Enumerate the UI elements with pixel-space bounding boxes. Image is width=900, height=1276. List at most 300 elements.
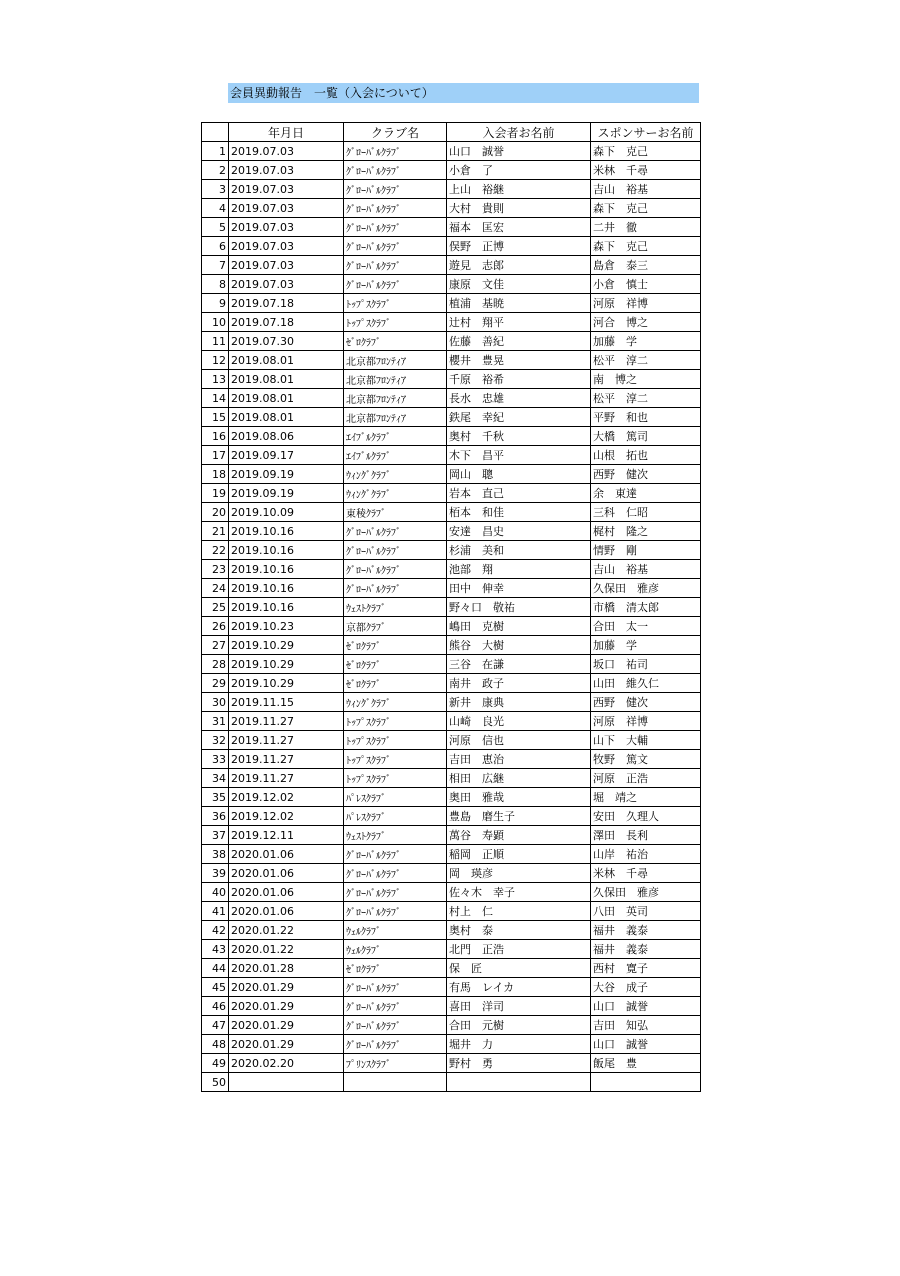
club-cell: ﾄｯﾌﾟｽｸﾗﾌﾞ (344, 731, 447, 750)
member-name-cell: 池部 翔 (447, 560, 591, 579)
table-row (202, 503, 701, 522)
sponsor-name-cell: 吉山 裕基 (591, 180, 701, 199)
table-row (202, 864, 701, 883)
member-name-cell (447, 1073, 591, 1092)
row-number-cell: 29 (202, 674, 229, 693)
sponsor-name-cell: 西村 寛子 (591, 959, 701, 978)
club-cell: ｸﾞﾛｰﾊﾞﾙｸﾗﾌﾞ (344, 560, 447, 579)
table-row (202, 1016, 701, 1035)
member-name-cell: 河原 信也 (447, 731, 591, 750)
table-row (202, 997, 701, 1016)
club-cell: 北京都ﾌﾛﾝﾃｨｱ (344, 408, 447, 427)
club-cell: ｸﾞﾛｰﾊﾞﾙｸﾗﾌﾞ (344, 275, 447, 294)
sponsor-name-cell: 山下 大輔 (591, 731, 701, 750)
sponsor-name-cell: 大橋 篤司 (591, 427, 701, 446)
date-cell: 2019.09.19 (229, 484, 344, 503)
sponsor-name-cell: 澤田 長利 (591, 826, 701, 845)
date-cell: 2020.01.29 (229, 1016, 344, 1035)
table-row (202, 408, 701, 427)
sponsor-name-cell: 森下 克己 (591, 237, 701, 256)
member-name-cell: 奥村 泰 (447, 921, 591, 940)
date-cell: 2019.11.15 (229, 693, 344, 712)
date-cell: 2019.12.02 (229, 788, 344, 807)
row-number-cell: 34 (202, 769, 229, 788)
club-cell: ｳｪﾙｸﾗﾌﾞ (344, 940, 447, 959)
member-name-cell: 遊見 志郎 (447, 256, 591, 275)
club-cell: ｸﾞﾛｰﾊﾞﾙｸﾗﾌﾞ (344, 883, 447, 902)
date-cell: 2019.07.18 (229, 313, 344, 332)
row-number-cell: 16 (202, 427, 229, 446)
date-cell: 2019.07.03 (229, 256, 344, 275)
row-number-cell: 4 (202, 199, 229, 218)
sponsor-name-cell: 西野 健次 (591, 693, 701, 712)
table-row (202, 712, 701, 731)
sponsor-name-cell: 山田 維久仁 (591, 674, 701, 693)
date-cell: 2019.08.06 (229, 427, 344, 446)
member-name-cell: 佐々木 幸子 (447, 883, 591, 902)
table-row (202, 731, 701, 750)
sponsor-name-cell: 加藤 学 (591, 636, 701, 655)
table-row (202, 1054, 701, 1073)
date-cell: 2020.01.28 (229, 959, 344, 978)
club-cell: ｸﾞﾛｰﾊﾞﾙｸﾗﾌﾞ (344, 218, 447, 237)
table-row (202, 161, 701, 180)
row-number-cell: 5 (202, 218, 229, 237)
row-number-cell: 32 (202, 731, 229, 750)
sponsor-name-cell: 安田 久理人 (591, 807, 701, 826)
club-cell: ｳｪｽﾄｸﾗﾌﾞ (344, 826, 447, 845)
member-name-cell: 奥田 雅哉 (447, 788, 591, 807)
row-number-cell: 38 (202, 845, 229, 864)
header-club: クラブ名 (344, 123, 447, 142)
sponsor-name-cell: 福井 義泰 (591, 921, 701, 940)
table-row (202, 484, 701, 503)
club-cell: ﾄｯﾌﾟｽｸﾗﾌﾞ (344, 769, 447, 788)
table-row (202, 541, 701, 560)
row-number-cell: 36 (202, 807, 229, 826)
member-name-cell: 安達 昌史 (447, 522, 591, 541)
club-cell: ﾊﾟﾚｽｸﾗﾌﾞ (344, 788, 447, 807)
club-cell (344, 1073, 447, 1092)
date-cell: 2020.01.06 (229, 883, 344, 902)
club-cell: ﾌﾟﾘﾝｽｸﾗﾌﾞ (344, 1054, 447, 1073)
table-row (202, 636, 701, 655)
row-number-cell: 50 (202, 1073, 229, 1092)
header-date: 年月日 (229, 123, 344, 142)
club-cell: ｸﾞﾛｰﾊﾞﾙｸﾗﾌﾞ (344, 579, 447, 598)
sponsor-name-cell: 三科 仁昭 (591, 503, 701, 522)
date-cell: 2019.07.03 (229, 161, 344, 180)
date-cell: 2019.09.19 (229, 465, 344, 484)
member-name-cell: 植浦 基暁 (447, 294, 591, 313)
club-cell: ﾄｯﾌﾟｽｸﾗﾌﾞ (344, 712, 447, 731)
date-cell: 2019.08.01 (229, 389, 344, 408)
club-cell: ｸﾞﾛｰﾊﾞﾙｸﾗﾌﾞ (344, 180, 447, 199)
sponsor-name-cell: 森下 克己 (591, 199, 701, 218)
club-cell: ｾﾞﾛｸﾗﾌﾞ (344, 332, 447, 351)
club-cell: ｾﾞﾛｸﾗﾌﾞ (344, 674, 447, 693)
table-row (202, 313, 701, 332)
club-cell: ｳｨﾝｸﾞｸﾗﾌﾞ (344, 693, 447, 712)
date-cell: 2019.10.16 (229, 522, 344, 541)
sponsor-name-cell: 米林 千尋 (591, 864, 701, 883)
club-cell: ｳｨﾝｸﾞｸﾗﾌﾞ (344, 465, 447, 484)
sponsor-name-cell: 西野 健次 (591, 465, 701, 484)
sponsor-name-cell: 久保田 雅彦 (591, 579, 701, 598)
row-number-cell: 46 (202, 997, 229, 1016)
club-cell: ｸﾞﾛｰﾊﾞﾙｸﾗﾌﾞ (344, 199, 447, 218)
sponsor-name-cell: 森下 克己 (591, 142, 701, 161)
date-cell: 2020.02.20 (229, 1054, 344, 1073)
row-number-cell: 49 (202, 1054, 229, 1073)
date-cell: 2019.11.27 (229, 750, 344, 769)
table-row (202, 180, 701, 199)
date-cell: 2020.01.06 (229, 902, 344, 921)
row-number-cell: 21 (202, 522, 229, 541)
table-row (202, 674, 701, 693)
sponsor-name-cell: 河原 祥博 (591, 294, 701, 313)
row-number-cell: 18 (202, 465, 229, 484)
sponsor-name-cell: 米林 千尋 (591, 161, 701, 180)
date-cell: 2019.07.03 (229, 199, 344, 218)
club-cell: ｸﾞﾛｰﾊﾞﾙｸﾗﾌﾞ (344, 902, 447, 921)
row-number-cell: 41 (202, 902, 229, 921)
date-cell: 2020.01.29 (229, 978, 344, 997)
member-name-cell: 合田 元樹 (447, 1016, 591, 1035)
member-name-cell: 長水 忠雄 (447, 389, 591, 408)
club-cell: ｸﾞﾛｰﾊﾞﾙｸﾗﾌﾞ (344, 1035, 447, 1054)
member-name-cell: 上山 裕継 (447, 180, 591, 199)
sponsor-name-cell: 二井 徹 (591, 218, 701, 237)
member-name-cell: 康原 文佳 (447, 275, 591, 294)
date-cell: 2019.10.16 (229, 598, 344, 617)
club-cell: ｴｲﾌﾞﾙｸﾗﾌﾞ (344, 427, 447, 446)
member-name-cell: 野村 勇 (447, 1054, 591, 1073)
row-number-cell: 12 (202, 351, 229, 370)
date-cell: 2019.07.03 (229, 237, 344, 256)
member-name-cell: 大村 貴則 (447, 199, 591, 218)
row-number-cell: 33 (202, 750, 229, 769)
table-row (202, 921, 701, 940)
member-name-cell: 岩本 直己 (447, 484, 591, 503)
member-name-cell: 木下 昌平 (447, 446, 591, 465)
sponsor-name-cell: 八田 英司 (591, 902, 701, 921)
row-number-cell: 31 (202, 712, 229, 731)
table-row (202, 750, 701, 769)
table-row (202, 446, 701, 465)
row-number-cell: 25 (202, 598, 229, 617)
member-name-cell: 栢本 和佳 (447, 503, 591, 522)
table-row (202, 845, 701, 864)
row-number-cell: 23 (202, 560, 229, 579)
row-number-cell: 48 (202, 1035, 229, 1054)
club-cell: ｸﾞﾛｰﾊﾞﾙｸﾗﾌﾞ (344, 522, 447, 541)
table-row (202, 427, 701, 446)
sponsor-name-cell: 吉山 裕基 (591, 560, 701, 579)
row-number-cell: 13 (202, 370, 229, 389)
club-cell: 北京都ﾌﾛﾝﾃｨｱ (344, 351, 447, 370)
member-name-cell: 辻村 翔平 (447, 313, 591, 332)
table-row (202, 655, 701, 674)
date-cell: 2019.10.29 (229, 655, 344, 674)
header-number (202, 123, 229, 142)
table-row (202, 218, 701, 237)
member-name-cell: 嶋田 克樹 (447, 617, 591, 636)
table-row (202, 294, 701, 313)
sponsor-name-cell: 河原 正浩 (591, 769, 701, 788)
row-number-cell: 14 (202, 389, 229, 408)
row-number-cell: 7 (202, 256, 229, 275)
date-cell: 2019.08.01 (229, 351, 344, 370)
row-number-cell: 35 (202, 788, 229, 807)
sponsor-name-cell: 松平 淳二 (591, 351, 701, 370)
date-cell: 2020.01.29 (229, 1035, 344, 1054)
club-cell: 東稜ｸﾗﾌﾞ (344, 503, 447, 522)
table-row (202, 826, 701, 845)
member-name-cell: 三谷 在謙 (447, 655, 591, 674)
sponsor-name-cell: 河原 祥博 (591, 712, 701, 731)
date-cell: 2019.10.16 (229, 541, 344, 560)
member-name-cell: 千原 裕希 (447, 370, 591, 389)
member-name-cell: 野々口 敬祐 (447, 598, 591, 617)
member-name-cell: 北門 正浩 (447, 940, 591, 959)
sponsor-name-cell: 大谷 成子 (591, 978, 701, 997)
header-new-member: 入会者お名前 (447, 123, 591, 142)
club-cell: ｳｪﾙｸﾗﾌﾞ (344, 921, 447, 940)
row-number-cell: 10 (202, 313, 229, 332)
row-number-cell: 6 (202, 237, 229, 256)
table-row (202, 598, 701, 617)
table-row (202, 978, 701, 997)
sponsor-name-cell: 平野 和也 (591, 408, 701, 427)
sponsor-name-cell: 情野 剛 (591, 541, 701, 560)
date-cell: 2020.01.29 (229, 997, 344, 1016)
sponsor-name-cell: 堀 靖之 (591, 788, 701, 807)
table-row (202, 199, 701, 218)
sponsor-name-cell: 吉田 知弘 (591, 1016, 701, 1035)
club-cell: ｸﾞﾛｰﾊﾞﾙｸﾗﾌﾞ (344, 237, 447, 256)
header-sponsor: スポンサーお名前 (591, 123, 701, 142)
member-name-cell: 奥村 千秋 (447, 427, 591, 446)
table-row (202, 883, 701, 902)
member-name-cell: 吉田 恵治 (447, 750, 591, 769)
member-name-cell: 稲岡 正順 (447, 845, 591, 864)
sponsor-name-cell: 山口 誠誉 (591, 997, 701, 1016)
row-number-cell: 43 (202, 940, 229, 959)
sponsor-name-cell: 加藤 学 (591, 332, 701, 351)
club-cell: ｾﾞﾛｸﾗﾌﾞ (344, 655, 447, 674)
date-cell: 2019.10.16 (229, 579, 344, 598)
sponsor-name-cell: 山口 誠誉 (591, 1035, 701, 1054)
date-cell: 2019.10.16 (229, 560, 344, 579)
date-cell: 2019.07.03 (229, 142, 344, 161)
table-header-row (202, 123, 701, 142)
date-cell: 2019.12.02 (229, 807, 344, 826)
row-number-cell: 27 (202, 636, 229, 655)
row-number-cell: 19 (202, 484, 229, 503)
row-number-cell: 1 (202, 142, 229, 161)
table-row (202, 142, 701, 161)
member-name-cell: 杉浦 美和 (447, 541, 591, 560)
date-cell: 2019.11.27 (229, 731, 344, 750)
table-row (202, 370, 701, 389)
sponsor-name-cell: 坂口 祐司 (591, 655, 701, 674)
row-number-cell: 39 (202, 864, 229, 883)
table-row (202, 389, 701, 408)
row-number-cell: 47 (202, 1016, 229, 1035)
club-cell: 北京都ﾌﾛﾝﾃｨｱ (344, 389, 447, 408)
table-row (202, 693, 701, 712)
member-name-cell: 岡山 聰 (447, 465, 591, 484)
row-number-cell: 3 (202, 180, 229, 199)
member-name-cell: 新井 康典 (447, 693, 591, 712)
member-name-cell: 有馬 レイカ (447, 978, 591, 997)
sponsor-name-cell: 市橋 清太郎 (591, 598, 701, 617)
club-cell: ｾﾞﾛｸﾗﾌﾞ (344, 959, 447, 978)
member-name-cell: 保 匠 (447, 959, 591, 978)
club-cell: ｾﾞﾛｸﾗﾌﾞ (344, 636, 447, 655)
row-number-cell: 9 (202, 294, 229, 313)
row-number-cell: 20 (202, 503, 229, 522)
member-name-cell: 喜田 洋司 (447, 997, 591, 1016)
club-cell: ｸﾞﾛｰﾊﾞﾙｸﾗﾌﾞ (344, 1016, 447, 1035)
sponsor-name-cell: 小倉 慎士 (591, 275, 701, 294)
row-number-cell: 40 (202, 883, 229, 902)
sponsor-name-cell (591, 1073, 701, 1092)
table-row (202, 256, 701, 275)
date-cell: 2019.08.01 (229, 370, 344, 389)
member-name-cell: 南井 政子 (447, 674, 591, 693)
date-cell: 2019.09.17 (229, 446, 344, 465)
row-number-cell: 2 (202, 161, 229, 180)
table-row (202, 617, 701, 636)
sponsor-name-cell: 島倉 泰三 (591, 256, 701, 275)
club-cell: ｸﾞﾛｰﾊﾞﾙｸﾗﾌﾞ (344, 845, 447, 864)
row-number-cell: 17 (202, 446, 229, 465)
row-number-cell: 44 (202, 959, 229, 978)
member-name-cell: 山崎 良光 (447, 712, 591, 731)
date-cell: 2019.12.11 (229, 826, 344, 845)
date-cell: 2019.07.03 (229, 218, 344, 237)
member-name-cell: 田中 伸幸 (447, 579, 591, 598)
date-cell: 2019.07.18 (229, 294, 344, 313)
date-cell: 2019.11.27 (229, 769, 344, 788)
club-cell: 北京都ﾌﾛﾝﾃｨｱ (344, 370, 447, 389)
date-cell: 2019.10.09 (229, 503, 344, 522)
table-row (202, 351, 701, 370)
table-row (202, 560, 701, 579)
date-cell: 2020.01.22 (229, 940, 344, 959)
club-cell: 京都ｸﾗﾌﾞ (344, 617, 447, 636)
club-cell: ﾄｯﾌﾟｽｸﾗﾌﾞ (344, 313, 447, 332)
sponsor-name-cell: 松平 淳二 (591, 389, 701, 408)
date-cell: 2019.10.29 (229, 674, 344, 693)
row-number-cell: 22 (202, 541, 229, 560)
row-number-cell: 30 (202, 693, 229, 712)
member-name-cell: 櫻井 豊晃 (447, 351, 591, 370)
club-cell: ｸﾞﾛｰﾊﾞﾙｸﾗﾌﾞ (344, 541, 447, 560)
table-row (202, 465, 701, 484)
row-number-cell: 15 (202, 408, 229, 427)
table-row (202, 332, 701, 351)
member-name-cell: 村上 仁 (447, 902, 591, 921)
member-name-cell: 俣野 正博 (447, 237, 591, 256)
sponsor-name-cell: 飯尾 豊 (591, 1054, 701, 1073)
table-row (202, 1035, 701, 1054)
date-cell: 2020.01.22 (229, 921, 344, 940)
row-number-cell: 42 (202, 921, 229, 940)
member-name-cell: 山口 誠誉 (447, 142, 591, 161)
club-cell: ｸﾞﾛｰﾊﾞﾙｸﾗﾌﾞ (344, 997, 447, 1016)
date-cell: 2019.08.01 (229, 408, 344, 427)
sponsor-name-cell: 南 博之 (591, 370, 701, 389)
member-name-cell: 豊島 磨生子 (447, 807, 591, 826)
member-name-cell: 佐藤 善紀 (447, 332, 591, 351)
club-cell: ﾄｯﾌﾟｽｸﾗﾌﾞ (344, 294, 447, 313)
row-number-cell: 28 (202, 655, 229, 674)
table-row (202, 769, 701, 788)
sponsor-name-cell: 久保田 雅彦 (591, 883, 701, 902)
table-row (202, 1073, 701, 1092)
document-title: 会員異動報告 一覧（入会について） (228, 83, 699, 103)
club-cell: ｳｨﾝｸﾞｸﾗﾌﾞ (344, 484, 447, 503)
member-roster-table (201, 122, 701, 1092)
table-row (202, 275, 701, 294)
row-number-cell: 8 (202, 275, 229, 294)
member-name-cell: 岡 瑛彦 (447, 864, 591, 883)
row-number-cell: 37 (202, 826, 229, 845)
member-name-cell: 鉄尾 幸紀 (447, 408, 591, 427)
sponsor-name-cell: 山根 拓也 (591, 446, 701, 465)
sponsor-name-cell: 河合 博之 (591, 313, 701, 332)
club-cell: ｸﾞﾛｰﾊﾞﾙｸﾗﾌﾞ (344, 864, 447, 883)
row-number-cell: 26 (202, 617, 229, 636)
member-name-cell: 萬谷 寿顕 (447, 826, 591, 845)
club-cell: ｸﾞﾛｰﾊﾞﾙｸﾗﾌﾞ (344, 978, 447, 997)
table-row (202, 940, 701, 959)
date-cell: 2019.10.29 (229, 636, 344, 655)
date-cell: 2020.01.06 (229, 864, 344, 883)
member-name-cell: 福本 匡宏 (447, 218, 591, 237)
table-row (202, 579, 701, 598)
row-number-cell: 24 (202, 579, 229, 598)
sponsor-name-cell: 余 東達 (591, 484, 701, 503)
table-row (202, 788, 701, 807)
member-name-cell: 相田 広継 (447, 769, 591, 788)
sponsor-name-cell: 牧野 篤文 (591, 750, 701, 769)
club-cell: ｸﾞﾛｰﾊﾞﾙｸﾗﾌﾞ (344, 256, 447, 275)
table-row (202, 522, 701, 541)
table-row (202, 959, 701, 978)
date-cell: 2019.07.03 (229, 180, 344, 199)
table-body (202, 142, 701, 1092)
club-cell: ｳｪｽﾄｸﾗﾌﾞ (344, 598, 447, 617)
club-cell: ｴｲﾌﾞﾙｸﾗﾌﾞ (344, 446, 447, 465)
sponsor-name-cell: 山岸 祐治 (591, 845, 701, 864)
sponsor-name-cell: 梶村 隆之 (591, 522, 701, 541)
date-cell: 2020.01.06 (229, 845, 344, 864)
club-cell: ﾄｯﾌﾟｽｸﾗﾌﾞ (344, 750, 447, 769)
table-row (202, 807, 701, 826)
date-cell: 2019.07.30 (229, 332, 344, 351)
date-cell: 2019.11.27 (229, 712, 344, 731)
club-cell: ﾊﾟﾚｽｸﾗﾌﾞ (344, 807, 447, 826)
sponsor-name-cell: 合田 太一 (591, 617, 701, 636)
row-number-cell: 11 (202, 332, 229, 351)
sponsor-name-cell: 福井 義泰 (591, 940, 701, 959)
member-name-cell: 小倉 了 (447, 161, 591, 180)
table-row (202, 902, 701, 921)
